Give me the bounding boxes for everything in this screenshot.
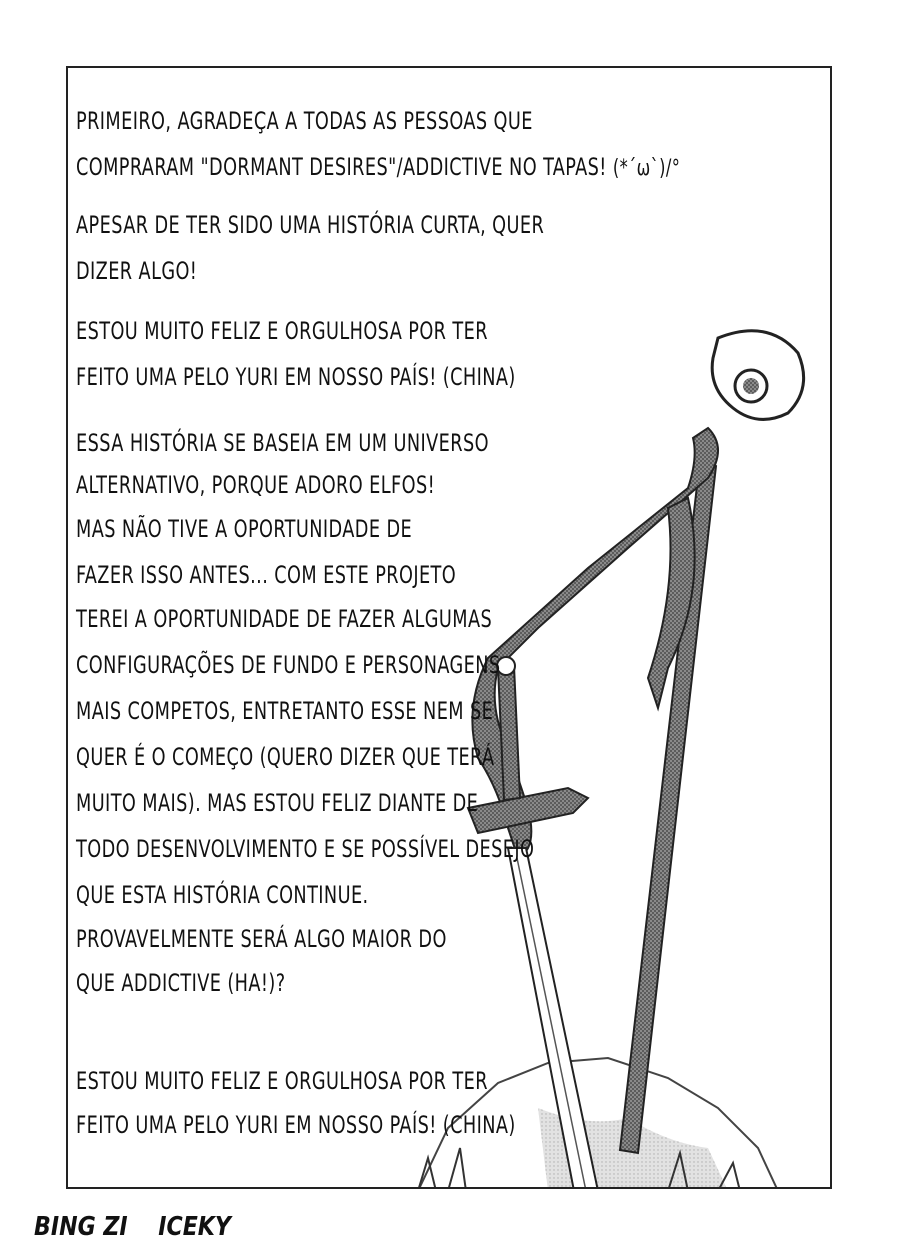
text-line: DIZER ALGO!: [76, 257, 198, 285]
credits: [34, 1212, 231, 1242]
text-line: QUE ADDICTIVE (HA!)?: [76, 969, 286, 997]
text-line: MAS NÃO TIVE A OPORTUNIDADE DE: [76, 515, 413, 543]
text-line: COMPRARAM "DORMANT DESIRES"/ADDICTIVE NO TAPAS! (*´ω`)/°: [76, 153, 681, 181]
text-line: PRIMEIRO, AGRADEÇA A TODAS AS PESSOAS QUE: [76, 107, 533, 135]
text-line: MUITO MAIS). MAS ESTOU FELIZ DIANTE DE: [76, 789, 479, 817]
page-panel: [66, 66, 832, 1189]
text-line: TODO DESENVOLVIMENTO E SE POSSÍVEL DESEJO: [76, 835, 535, 863]
credit-author: BING ZI: [34, 1212, 128, 1242]
credit-artist: ICEKY: [158, 1212, 231, 1242]
text-line: CONFIGURAÇÕES DE FUNDO E PERSONAGENS: [76, 651, 501, 679]
emoticon: (*´ω`)/°: [612, 156, 681, 181]
text-line: ESTOU MUITO FELIZ E ORGULHOSA POR TER: [76, 317, 488, 345]
text-line: QUE ESTA HISTÓRIA CONTINUE.: [76, 881, 369, 909]
text-line: FEITO UMA PELO YURI EM NOSSO PAÍS! (CHINA): [76, 363, 516, 391]
text-line: FAZER ISSO ANTES... COM ESTE PROJETO: [76, 561, 457, 589]
text-line: PROVAVELMENTE SERÁ ALGO MAIOR DO: [76, 925, 447, 953]
text-line: ESSA HISTÓRIA SE BASEIA EM UM UNIVERSO: [76, 429, 489, 457]
text-line: ALTERNATIVO, PORQUE ADORO ELFOS!: [76, 471, 436, 499]
text-line: QUER É O COMEÇO (QUERO DIZER QUE TERÁ: [76, 743, 495, 771]
text-line: APESAR DE TER SIDO UMA HISTÓRIA CURTA, QUER: [76, 211, 545, 239]
text-line: TEREI A OPORTUNIDADE DE FAZER ALGUMAS: [76, 605, 493, 633]
text-line: ESTOU MUITO FELIZ E ORGULHOSA POR TER: [76, 1067, 488, 1095]
text-line: FEITO UMA PELO YURI EM NOSSO PAÍS! (CHINA): [76, 1111, 516, 1139]
staff-pole: [620, 460, 716, 1153]
text-line: MAIS COMPETOS, ENTRETANTO ESSE NEM SE: [76, 697, 494, 725]
